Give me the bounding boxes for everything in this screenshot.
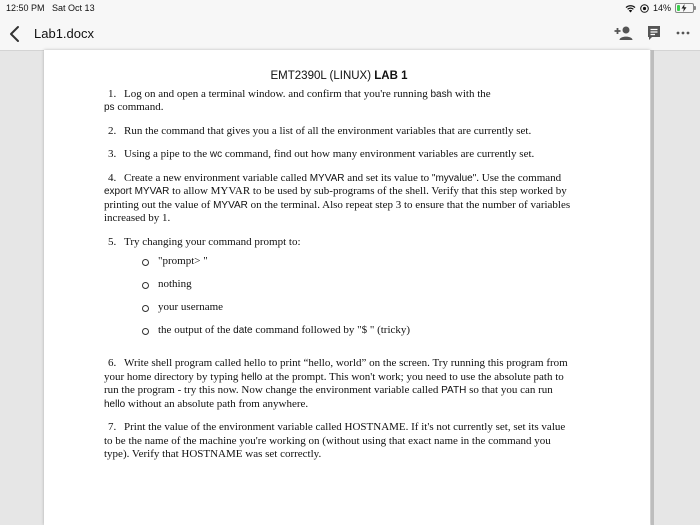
task-number: 6.: [108, 357, 117, 369]
scrollbar[interactable]: [651, 50, 654, 525]
task-4: [104, 172, 574, 226]
list-item-text: command followed by "$ " (tricky): [252, 324, 411, 336]
task-3: [104, 148, 574, 162]
task-text: command.: [114, 101, 164, 113]
status-bar: [0, 0, 700, 18]
task-text: Create a new environment variable called: [124, 171, 310, 184]
list-item: [104, 301, 574, 324]
more-options-icon[interactable]: [674, 24, 692, 42]
list-item-text: "prompt> ": [158, 255, 208, 267]
list-item: [104, 324, 574, 347]
document-title: Lab1.docx: [34, 26, 94, 41]
nav-actions: [614, 24, 692, 42]
document-heading: [104, 70, 574, 84]
nav-bar: [0, 18, 700, 51]
heading-lab: LAB 1: [374, 70, 408, 82]
task-text: to allow MYVAR to be used by sub-programs of the shell. Verify that this step worked by printing out the value of: [104, 185, 567, 211]
list-item: [104, 278, 574, 301]
hollow-bullet-icon: [142, 328, 149, 335]
heading-course: EMT2390L (LINUX): [270, 70, 372, 82]
task-text: so that you can run: [466, 384, 553, 396]
task-text: Write shell program called hello to print “hello, world” on the screen. Try running this program from your home directory by typing: [104, 357, 568, 383]
task-text: Print the value of the environment variable called HOSTNAME. If it's not currently set, set its value to be the name of the machine you're working on (without using that exact name in the command you type). Verify that HOSTNAME was set correctly.: [104, 421, 566, 460]
list-item-text: nothing: [158, 278, 192, 290]
code-text: "myvalue": [431, 172, 477, 184]
task-number: 1.: [108, 87, 117, 100]
prompt-options-list: [104, 255, 574, 347]
task-1: [104, 88, 574, 115]
task-text: at the prompt. This won't work; you need to use the absolute path to run the program - try this now. Now change the environment variable called: [104, 370, 564, 396]
code-text: MYVAR: [213, 199, 248, 211]
task-text: . Use the command: [476, 171, 562, 184]
task-text: command, find out how many environment variables are currently set.: [222, 148, 535, 160]
task-text: and set its value to: [344, 171, 432, 184]
task-text: Try changing your command prompt to:: [124, 235, 301, 248]
code-text: PATH: [441, 385, 467, 396]
task-number: 7.: [108, 421, 117, 433]
add-person-icon[interactable]: [614, 24, 634, 42]
battery-percent: 14%: [652, 3, 671, 13]
code-text: hello: [104, 398, 126, 410]
code-text: date: [233, 325, 253, 336]
status-clock: 12:50 PM: [6, 3, 45, 13]
task-text: Using a pipe to the: [124, 148, 210, 160]
comment-icon[interactable]: [646, 24, 662, 42]
task-text: Log on and open a terminal window. and confirm that you're running: [124, 87, 431, 100]
task-number: 5.: [108, 235, 117, 248]
task-number: 4.: [108, 171, 117, 184]
code-text: wc: [209, 149, 223, 160]
list-item-text: your username: [158, 301, 224, 313]
code-text: ps: [104, 102, 115, 113]
code-text: MYVAR: [309, 172, 345, 184]
hollow-bullet-icon: [142, 282, 149, 289]
task-text: Run the command that gives you a list of all the environment variables that are currently set.: [124, 124, 532, 137]
status-time: [6, 3, 95, 13]
task-text: without an absolute path from anywhere.: [125, 397, 309, 410]
code-text: hello: [241, 371, 263, 383]
code-text: bash: [430, 88, 453, 100]
location-icon: [640, 4, 649, 13]
hollow-bullet-icon: [142, 305, 149, 312]
task-2: [104, 125, 574, 139]
wifi-icon: [625, 4, 636, 13]
chevron-left-icon[interactable]: [8, 24, 22, 44]
document-body: [104, 70, 574, 472]
list-item-text: the output of the: [158, 324, 234, 336]
hollow-bullet-icon: [142, 259, 149, 266]
list-item: [104, 255, 574, 278]
charging-bolt-icon: [681, 4, 687, 12]
task-6: [104, 357, 574, 411]
code-text: export MYVAR: [104, 186, 170, 197]
task-text: on the terminal. Also repeat step 3 to ensure that the number of variables increased by 1.: [104, 198, 571, 224]
status-date: Sat Oct 13: [52, 3, 95, 13]
task-number: 3.: [108, 148, 117, 160]
battery-icon: [675, 3, 694, 13]
task-text: with the: [452, 87, 491, 100]
task-7: [104, 421, 574, 462]
task-5: [104, 236, 574, 250]
task-number: 2.: [108, 124, 117, 137]
status-indicators: [625, 3, 694, 13]
